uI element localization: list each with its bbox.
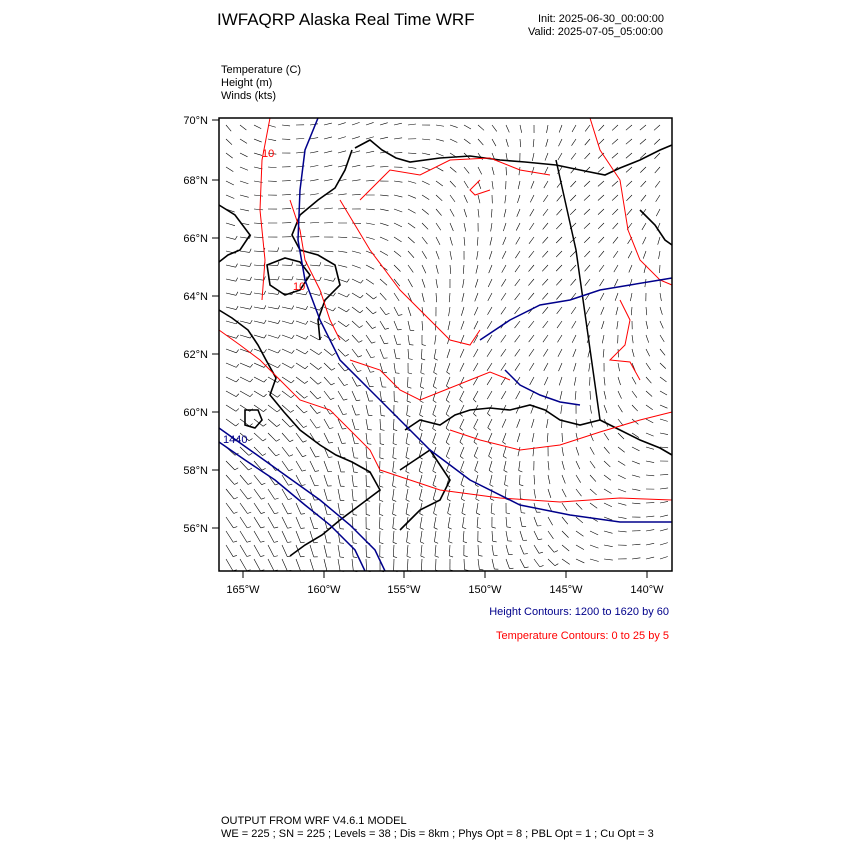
lat-label: 56°N bbox=[183, 523, 208, 535]
lat-label: 70°N bbox=[183, 115, 208, 127]
temperature-contour-label: 10 bbox=[262, 148, 275, 160]
temperature-contour-note: Temperature Contours: 0 to 25 by 5 bbox=[495, 630, 669, 642]
field-temperature: Temperature (C) bbox=[221, 64, 302, 76]
lon-label: 155°W bbox=[387, 584, 421, 596]
lon-label: 165°W bbox=[226, 584, 260, 596]
lon-label: 140°W bbox=[630, 584, 664, 596]
temperature-contour-label: 10 bbox=[293, 281, 306, 293]
latitude-axis bbox=[183, 115, 219, 535]
lat-label: 60°N bbox=[183, 407, 208, 419]
model-config: WE = 225 ; SN = 225 ; Levels = 38 ; Dis = 8km ; Phys Opt = 8 ; PBL Opt = 1 ; Cu Opt = 3 bbox=[221, 828, 654, 840]
lon-label: 145°W bbox=[549, 584, 583, 596]
height-contour-note: Height Contours: 1200 to 1620 by 60 bbox=[489, 606, 669, 618]
field-winds: Winds (kts) bbox=[221, 90, 276, 102]
lat-label: 58°N bbox=[183, 465, 208, 477]
longitude-axis bbox=[226, 571, 664, 596]
lat-label: 66°N bbox=[183, 233, 208, 245]
lat-label: 68°N bbox=[183, 175, 208, 187]
lat-label: 64°N bbox=[183, 291, 208, 303]
lon-label: 160°W bbox=[307, 584, 341, 596]
init-time: Init: 2025-06-30_00:00:00 bbox=[538, 13, 664, 25]
lat-label: 62°N bbox=[183, 349, 208, 361]
lon-label: 150°W bbox=[468, 584, 502, 596]
plot-title: IWFAQRP Alaska Real Time WRF bbox=[217, 10, 475, 29]
height-contour-label: 1440 bbox=[223, 434, 248, 446]
field-height: Height (m) bbox=[221, 77, 273, 89]
model-info: OUTPUT FROM WRF V4.6.1 MODEL bbox=[221, 815, 407, 827]
valid-time: Valid: 2025-07-05_05:00:00 bbox=[528, 26, 663, 38]
